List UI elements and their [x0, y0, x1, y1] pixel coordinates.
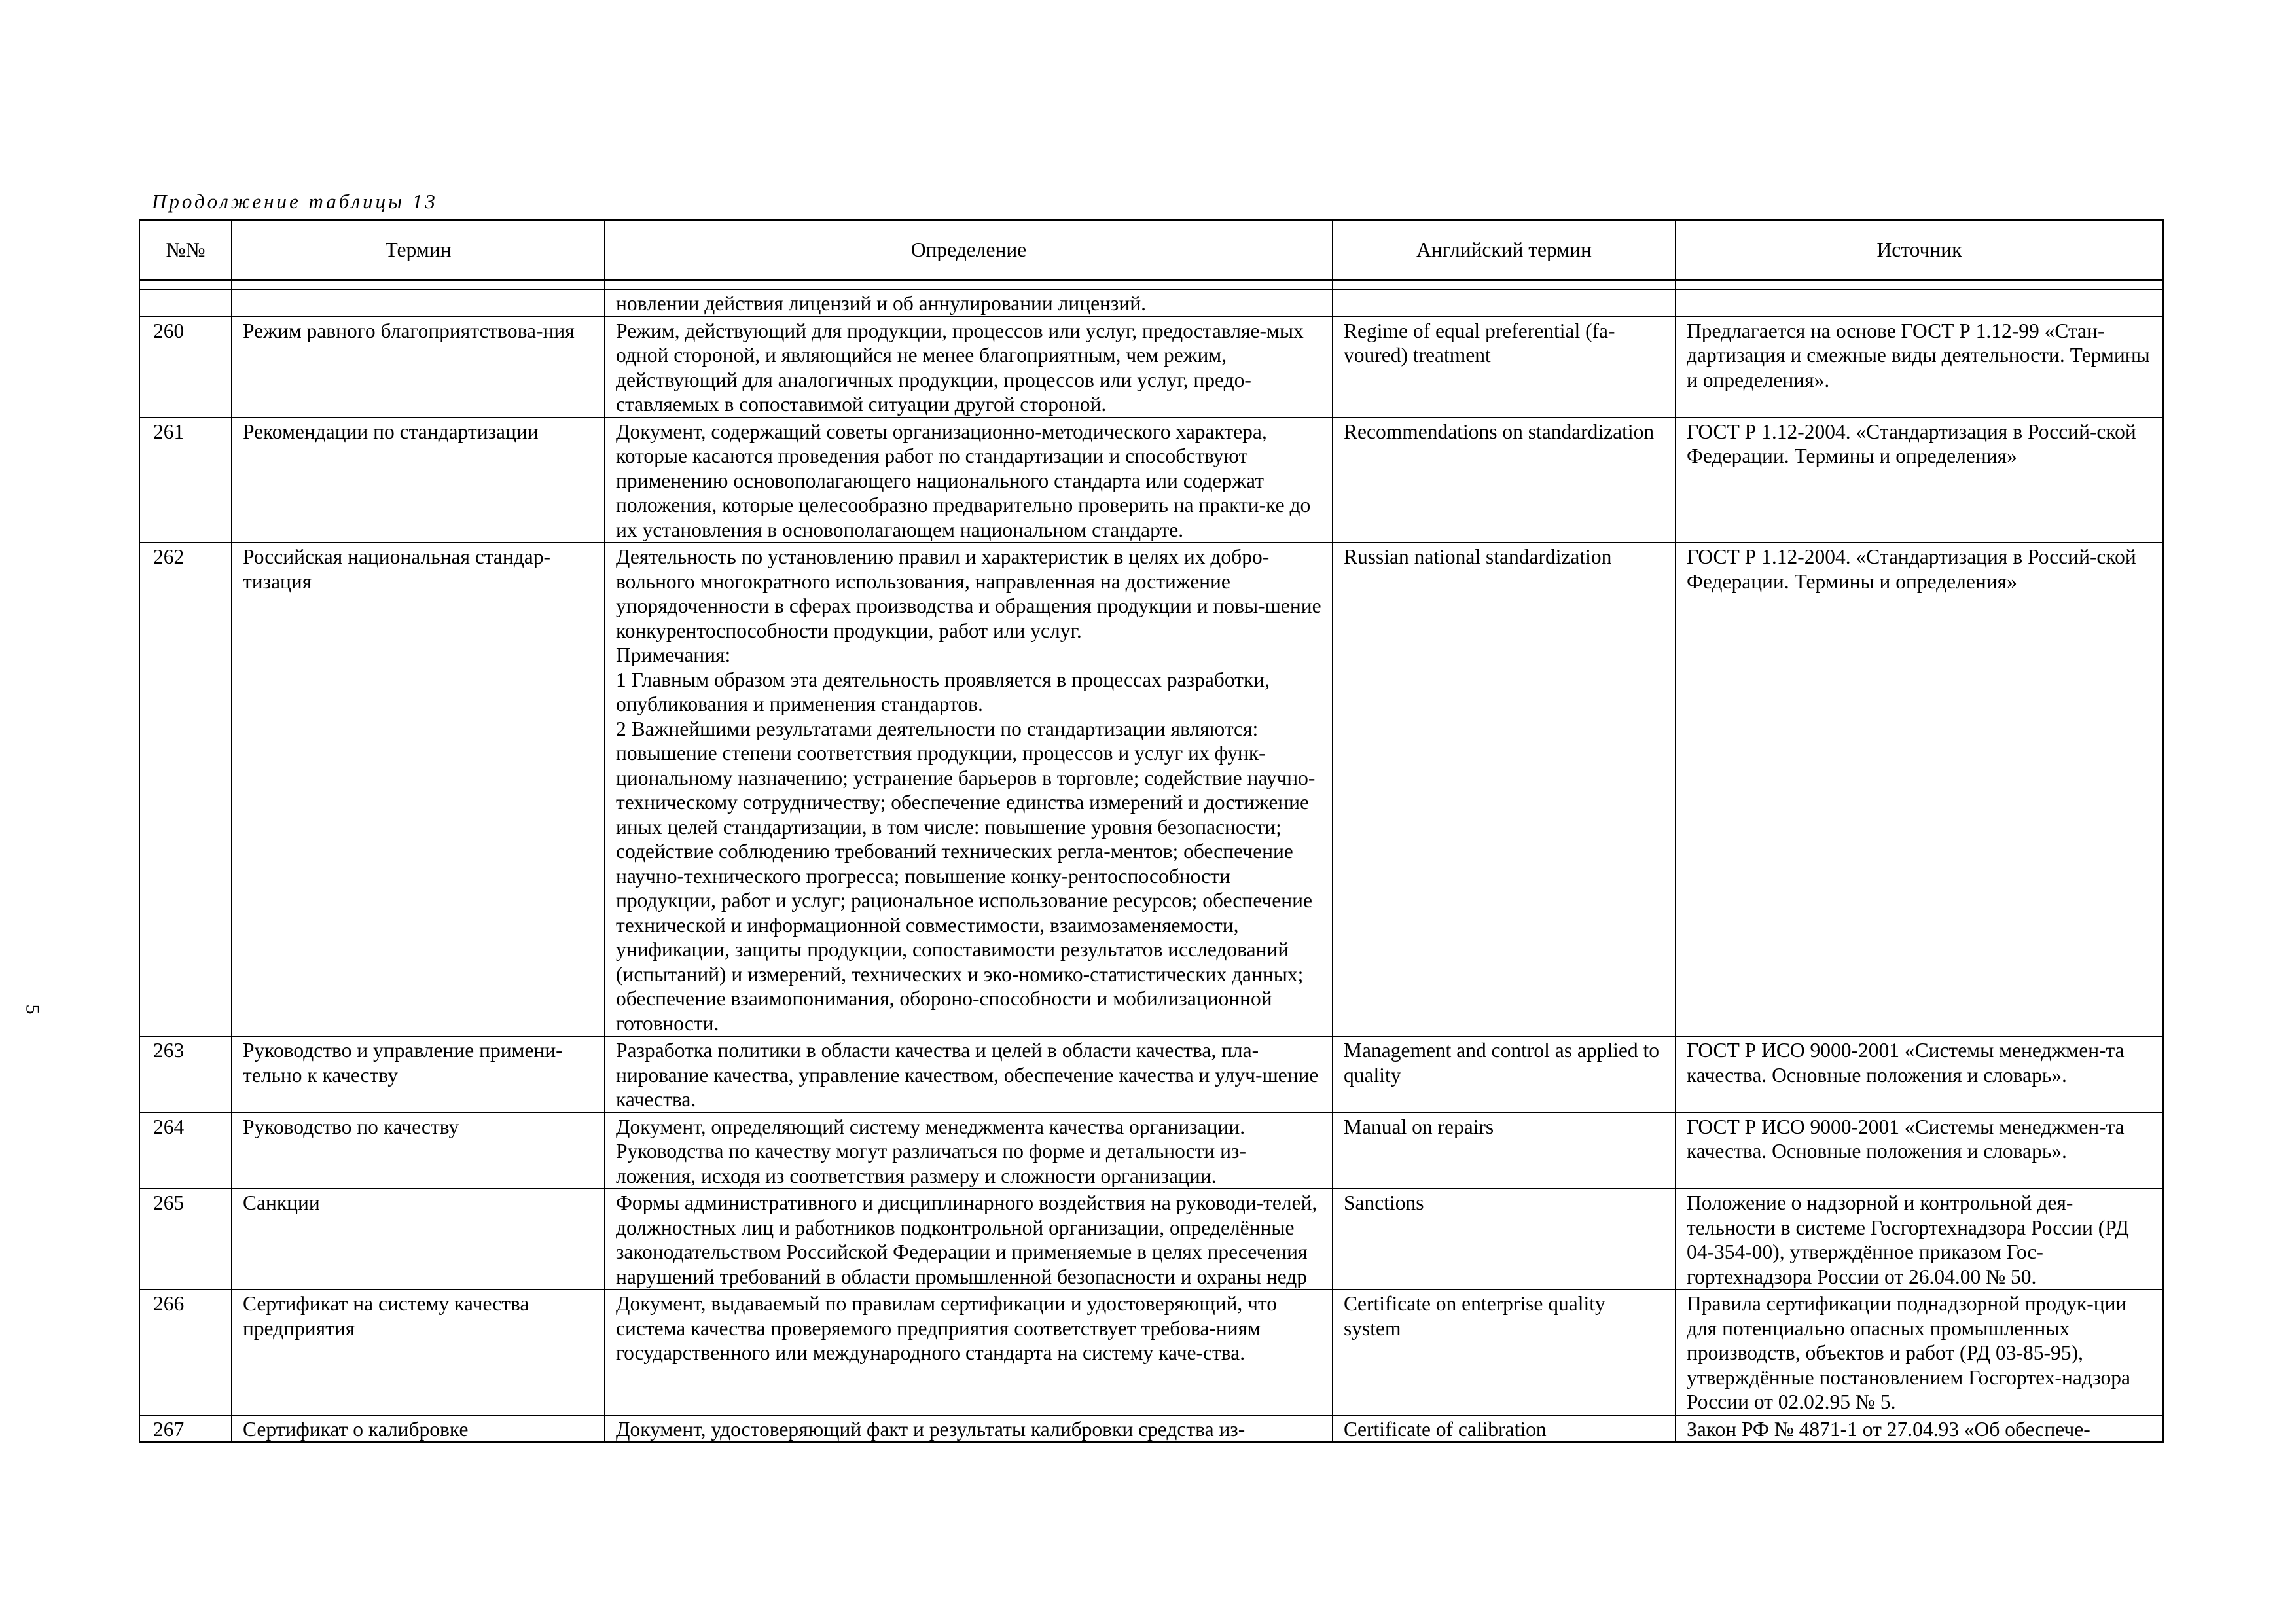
row-source: Правила сертификации поднадзорной продук-ции для потенциально опасных промышленных производств, объектов и работ (РД 03-85-95), утверждённые постановлением Госгортех-надзора России от 02.02.95 № 5. [1676, 1290, 2163, 1415]
definition-paragraph: Деятельность по установлению правил и характеристик в целях их добро-вольного многократного использования, направленная на достижение упорядоченности в сферах производства и обращения продукции и повы-шение конкурентоспособности продукции, работ или услуг. [616, 545, 1321, 642]
header-source: Источник [1676, 221, 2163, 280]
row-term: Режим равного благоприятствова-ния [232, 317, 605, 418]
row-term: Руководство и управление примени-тельно к качеству [232, 1036, 605, 1113]
row-source: ГОСТ Р 1.12-2004. «Стандартизация в Россий-ской Федерации. Термины и определения» [1676, 543, 2163, 1036]
row-definition [605, 1036, 1333, 1113]
row-definition [605, 1189, 1333, 1290]
row-definition [605, 543, 1333, 1036]
header-term: Термин [232, 221, 605, 280]
row-number: 265 [139, 1189, 232, 1290]
row-term: Российская национальная стандар-тизация [232, 543, 605, 1036]
definition-paragraph: Документ, выдаваемый по правилам сертификации и удостоверяющий, что система качества проверяемого предприятия соответствует требова-ниям государственного или международного стандарта на систему каче-ства. [616, 1292, 1278, 1364]
row-english-term: Russian national standardization [1333, 543, 1676, 1036]
row-number: 262 [139, 543, 232, 1036]
row-definition [605, 1113, 1333, 1189]
table-row [139, 1036, 2163, 1113]
row-number: 264 [139, 1113, 232, 1189]
definition-paragraph: Примечания: [616, 643, 731, 666]
row-number: 261 [139, 418, 232, 543]
definition-paragraph: 2 Важнейшими результатами деятельности по стандартизации являются: повышение степени соответствия продукции, процессов и услуг их функ-циональному назначению; устранение барьеров в торговле; содействие научно-техническому сотрудничеству; обеспечение единства измерений и достижение иных целей стандартизации, в том числе: повышение уровня безопасности; содействие соблюдению требований технических регла-ментов; обеспечение научно-технического прогресса; повышение конку-рентоспособности продукции, работ и услуг; рациональное использование ресурсов; обеспечение технической и информационной совместимости, взаимозаменяемости, унификации, защиты продукции, сопоставимости результатов исследований (испытаний) и измерений, технических и эко-номико-статистических данных; обеспечение взаимопонимания, обороно-способности и мобилизационной готовности. [616, 717, 1316, 1035]
table-row [139, 1113, 2163, 1189]
row-definition [605, 1415, 1333, 1443]
row-number: 260 [139, 317, 232, 418]
header-english: Английский термин [1333, 221, 1676, 280]
row-definition [605, 418, 1333, 543]
definition-paragraph: Разработка политики в области качества и целей в области качества, пла-нирование качества, управление качеством, обеспечение качества и улуч-шение качества. [616, 1039, 1319, 1111]
table-row [139, 1189, 2163, 1290]
row-source: ГОСТ Р 1.12-2004. «Стандартизация в Россий-ской Федерации. Термины и определения» [1676, 418, 2163, 543]
row-source: Положение о надзорной и контрольной дея-тельности в системе Госгортехнадзора России (РД 04-354-00), утверждённое приказом Гос-гортехнадзора России от 26.04.00 № 50. [1676, 1189, 2163, 1290]
definition-paragraph: Документ, определяющий систему менеджмента качества организации. Руководства по качеству могут различаться по форме и детальности из-ложения, исходя из соответствия размеру и сложности организации. [616, 1115, 1246, 1187]
table-row [139, 317, 2163, 418]
row-source: Предлагается на основе ГОСТ Р 1.12-99 «Стан-дартизация и смежные виды деятельности. Термины и определения». [1676, 317, 2163, 418]
row-source: Закон РФ № 4871-1 от 27.04.93 «Об обеспече- [1676, 1415, 2163, 1443]
header-definition: Определение [605, 221, 1333, 280]
continued-row [139, 289, 2163, 317]
row-term: Сертификат на систему качества предприятия [232, 1290, 605, 1415]
table-row [139, 418, 2163, 543]
definition-paragraph: Документ, содержащий советы организационно-методического характера, которые касаются проведения работ по стандартизации и способствуют применению основополагающего национального стандарта или содержат положения, которые целесообразно предварительно проверить на практи-ке до их установления в основополагающем национальном стандарте. [616, 420, 1311, 541]
row-term: Сертификат о калибровке [232, 1415, 605, 1443]
row-english-term: Manual on repairs [1333, 1113, 1676, 1189]
table-row [139, 1415, 2163, 1443]
definition-paragraph: 1 Главным образом эта деятельность проявляется в процессах разработки, опубликования и применения стандартов. [616, 668, 1270, 715]
definition-paragraph: Режим, действующий для продукции, процессов или услуг, предоставляе-мых одной стороной, и являющийся не менее благоприятным, чем режим, действующий для аналогичных продукции, процессов или услуг, предо-ставляемых в сопоставимой ситуации другой стороной. [616, 319, 1304, 416]
row-english-term: Certificate of calibration [1333, 1415, 1676, 1443]
row-english-term: Sanctions [1333, 1189, 1676, 1290]
row-english-term: Regime of equal preferential (fa-voured) treatment [1333, 317, 1676, 418]
row-english-term: Recommendations on standardization [1333, 418, 1676, 543]
definition-paragraph: Документ, удостоверяющий факт и результаты калибровки средства из- [616, 1417, 1246, 1441]
row-term: Санкции [232, 1189, 605, 1290]
header-gap-row [139, 280, 2163, 290]
table-header-row [139, 221, 2163, 280]
definition-paragraph: Формы административного и дисциплинарного воздействия на руководи-телей, должностных лиц и работников подконтрольной организации, определённые законодательством Российской Федерации и применяемые в целях пресечения нарушений требований в области промышленной безопасности и охраны недр [616, 1191, 1318, 1288]
header-num: №№ [139, 221, 232, 280]
row-english-term: Management and control as applied to quality [1333, 1036, 1676, 1113]
row-definition [605, 1290, 1333, 1415]
page-number: 5 [22, 1004, 44, 1015]
table-caption: Продолжение таблицы 13 [152, 190, 438, 213]
table-row [139, 543, 2163, 1036]
row-definition [605, 317, 1333, 418]
row-number: 266 [139, 1290, 232, 1415]
row-english-term: Certificate on enterprise quality system [1333, 1290, 1676, 1415]
table-row [139, 1290, 2163, 1415]
row-number: 267 [139, 1415, 232, 1443]
row-source: ГОСТ Р ИСО 9000-2001 «Системы менеджмен-та качества. Основные положения и словарь». [1676, 1113, 2163, 1189]
row-number: 263 [139, 1036, 232, 1113]
continued-definition: новлении действия лицензий и об аннулировании лицензий. [605, 289, 1333, 317]
row-source: ГОСТ Р ИСО 9000-2001 «Системы менеджмен-та качества. Основные положения и словарь». [1676, 1036, 2163, 1113]
row-term: Рекомендации по стандартизации [232, 418, 605, 543]
row-term: Руководство по качеству [232, 1113, 605, 1189]
terms-table [139, 219, 2164, 1443]
